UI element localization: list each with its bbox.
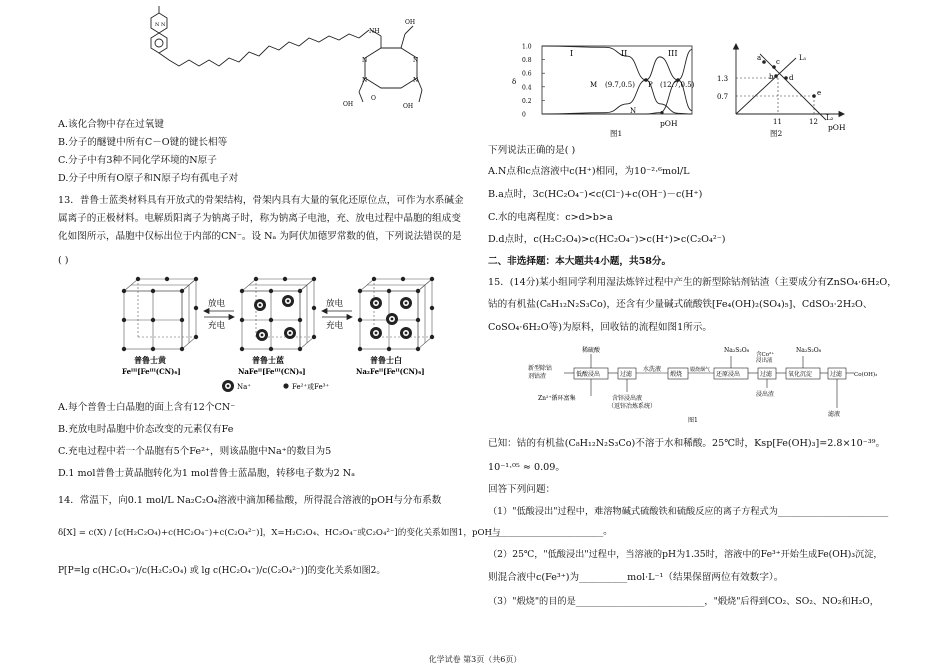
fig2-l1-label: L₁ bbox=[799, 54, 807, 62]
q14-option-d: D.d点时，c(H₂C₂O₄)>c(HC₂O₄⁻)>c(H⁺)>c(C₂O₄²⁻) bbox=[488, 234, 726, 245]
fig1-chart bbox=[510, 40, 710, 140]
sub-question-1-line-2: ________________________。 bbox=[488, 526, 613, 537]
molecule-oh-label-3: OH bbox=[403, 103, 414, 110]
svg-text:N: N bbox=[413, 77, 419, 84]
flow-zinc-return: （返锌冶炼系统） bbox=[608, 403, 657, 410]
fig1-point-p-label: P bbox=[648, 81, 653, 89]
flow-product: Co(OH)₃ bbox=[854, 372, 878, 378]
svg-text:N: N bbox=[155, 22, 160, 28]
fig1-point-m-coord: (9.7,0.5) bbox=[605, 81, 635, 89]
flow-top-acid: 稀硫酸 bbox=[582, 347, 601, 354]
molecule-structure bbox=[133, 0, 423, 112]
answer-intro: 回答下列问题： bbox=[488, 484, 556, 495]
flow-box-filter-2-label: 过滤 bbox=[760, 371, 773, 378]
q14-question: 下列说法正确的是( ) bbox=[488, 145, 576, 156]
flow-start-line-1: 新型除钴 bbox=[528, 365, 553, 372]
q12-option-a: A.该化合物中存在过氧键 bbox=[58, 119, 164, 130]
fig1-ytick-label: 0.4 bbox=[522, 84, 532, 92]
q13-option-a: A.每个普鲁士白晶胞的面上含有12个CN⁻ bbox=[58, 402, 236, 413]
fig2-point-d: d bbox=[789, 74, 794, 82]
q13-stem-line-3: 化如图所示，晶胞中仅标出位于内部的CN⁻。设 Nₐ 为阿伏加德罗常数的值，下列说法错误的是 bbox=[58, 231, 462, 242]
flow-box-calcine-label: 煅烧 bbox=[670, 371, 683, 378]
sub-question-1-line-1: （1）"低酸浸出"过程中，难溶物碱式硫酸铁和硫酸反应的离子方程式为________________________ bbox=[488, 506, 889, 517]
crystal-name-white: 普鲁士白 bbox=[370, 355, 402, 365]
flow-filtrate: 滤液 bbox=[828, 411, 841, 418]
flow-box-low-acid-label: 低酸浸出 bbox=[576, 371, 601, 378]
crystal-formula-white: Na₂Feᴵᴵ[Feᴵᴵ(CN)₆] bbox=[356, 367, 425, 376]
sub-question-3: （3）"煅烧"的目的是____________________________，"煅烧"后得到CO₂、SO₂、NO₂和H₂O， bbox=[488, 596, 879, 607]
discharge-label-1: 放电 bbox=[208, 299, 226, 309]
fig1-ytick-label: 0.6 bbox=[522, 70, 532, 78]
sub-question-2-line-2: 则混合液中c(Fe³⁺)为__________mol·L⁻¹（结果保留两位有效数字）。 bbox=[488, 572, 784, 583]
q13-option-b: B.充放电时晶胞中价态改变的元素仅有Fe bbox=[58, 424, 234, 435]
fig1-caption: 图1 bbox=[610, 129, 623, 138]
crystal-cell-white bbox=[358, 277, 434, 351]
q14-stem-line-1: 14．常温下，向0.1 mol/L Na₂C₂O₄溶液中滴加稀盐酸，所得混合溶液的pOH与分布系数 bbox=[58, 495, 442, 506]
process-flow-diagram bbox=[528, 342, 878, 426]
fig2-point-e: e bbox=[817, 89, 822, 97]
flow-box-reduce-label: 还原浸出 bbox=[716, 371, 741, 378]
svg-text:N: N bbox=[161, 22, 166, 28]
fig2-xtick-12: 12 bbox=[809, 118, 818, 126]
flow-start-line-2: 剂钴渣 bbox=[528, 373, 547, 380]
flow-zn-cycle: Zn²⁺循环富集 bbox=[538, 395, 576, 402]
fig2-point-c: c bbox=[776, 58, 780, 66]
fig1-region-ii: II bbox=[621, 49, 628, 58]
molecule-o-label: O bbox=[371, 95, 376, 102]
fig2-chart bbox=[716, 40, 856, 140]
fig2-line-l2 bbox=[760, 54, 826, 120]
fig1-ylabel: δ bbox=[512, 78, 517, 86]
q15-stem-line-1: 15．(14分)某小组同学利用湿法炼锌过程中产生的新型除钴剂钴渣（主要成分有ZnSO₄·6H₂O， bbox=[488, 277, 897, 288]
flow-top-leach-label: 浸出液 bbox=[756, 358, 773, 364]
q14-option-a: A.N点和c点溶液中c(H⁺)相同，为10⁻²·⁶mol/L bbox=[488, 166, 690, 177]
charge-label-2: 充电 bbox=[326, 321, 344, 331]
fig1-point-m-label: M bbox=[590, 81, 598, 89]
known-line-2: 10⁻¹·⁰⁵ ≈ 0.09。 bbox=[488, 462, 565, 473]
flow-leach-residue: 浸出渣 bbox=[756, 391, 775, 398]
flow-box-oxidize-label: 氧化沉淀 bbox=[788, 371, 813, 378]
fig2-l2-label: L₂ bbox=[826, 114, 834, 122]
flow-top-co-label: 含Co²⁺ bbox=[756, 352, 775, 358]
flow-box-filter-1-label: 过滤 bbox=[620, 371, 633, 378]
fig2-xtick-11: 11 bbox=[773, 118, 782, 126]
page-footer: 化学试卷 第3页（共6页） bbox=[428, 655, 522, 664]
fig1-ytick-label: 0.8 bbox=[522, 57, 532, 65]
fig1-point-n-label: N bbox=[630, 107, 637, 115]
fig2-caption: 图2 bbox=[770, 129, 783, 138]
q15-stem-line-2: 钴的有机盐(C₈H₁₂N₂S₃Co)，还含有少量碱式硫酸铁[Fe₄(OH)₂(SO₄)₅]、CdSO₃·2H₂O、 bbox=[488, 299, 873, 310]
crystal-figure bbox=[120, 275, 450, 395]
fig2-line-l1 bbox=[736, 58, 796, 114]
q13-option-c: C.充电过程中若一个晶胞有5个Fe²⁺，则该晶胞中Na⁺的数目为5 bbox=[58, 446, 332, 457]
fig2-ytick-0-7: 0.7 bbox=[717, 93, 729, 101]
q13-answer-blank: ( ) bbox=[58, 255, 69, 266]
fig1-ytick-label: 0.2 bbox=[522, 97, 532, 105]
flow-calcine-gas-label: 锻烧烟气 bbox=[690, 367, 711, 373]
sub-question-2-line-1: （2）25℃，"低酸浸出"过程中，当溶液的pH为1.35时，溶液中的Fe³⁺开始生成Fe(OH)₃沉淀， bbox=[488, 549, 883, 560]
molecule-oh-label-1: OH bbox=[405, 19, 416, 26]
q14-stem-line-3: P[P=lg c(HC₂O₄⁻)/c(H₂C₂O₄) 或 lg c(HC₂O₄⁻)/c(C₂O₄²⁻)]的变化关系如图2。 bbox=[58, 566, 386, 576]
flow-caption: 图1 bbox=[688, 417, 698, 424]
q14-option-c: C.水的电离程度：c>d>b>a bbox=[488, 212, 613, 223]
q15-stem-line-3: CoSO₄·6H₂O等)为原料，回收钴的流程如图1所示。 bbox=[488, 322, 712, 333]
crystal-cell-yellow bbox=[122, 277, 198, 351]
fig2-point-b: b bbox=[769, 73, 774, 81]
flow-box-filter-3-label: 过滤 bbox=[830, 371, 843, 378]
molecule-n-label: N bbox=[362, 57, 368, 64]
svg-text:N: N bbox=[362, 77, 368, 84]
legend-fe-label: Fe²⁺或Fe³⁺ bbox=[292, 383, 330, 391]
legend-na-label: Na⁺ bbox=[237, 383, 251, 391]
discharge-label-2: 放电 bbox=[326, 299, 344, 309]
q12-option-c: C.分子中有3种不同化学环境的N原子 bbox=[58, 155, 217, 166]
flow-top-reagent-1: Na₂S₂O₈ bbox=[724, 347, 750, 354]
fig2-xlabel: pOH bbox=[828, 123, 846, 132]
crystal-cell-blue bbox=[240, 277, 316, 351]
fig1-ytick-label: 1.0 bbox=[522, 43, 532, 51]
charge-label-1: 充电 bbox=[208, 321, 226, 331]
fig1-point-p-coord: (12.7,0.5) bbox=[660, 81, 695, 89]
crystal-name-yellow: 普鲁士黄 bbox=[134, 355, 166, 365]
section-title: 二、非选择题：本大题共4小题，共58分。 bbox=[488, 256, 672, 267]
legend-fe-dot bbox=[283, 383, 288, 388]
fig1-region-i: I bbox=[570, 49, 574, 58]
molecule-oh-label-2: OH bbox=[343, 101, 354, 108]
fig1-region-iii: III bbox=[668, 49, 678, 58]
crystal-name-blue: 普鲁士蓝 bbox=[252, 355, 284, 365]
fig1-point-n bbox=[660, 111, 663, 114]
fig2-ytick-1-3: 1.3 bbox=[717, 75, 729, 83]
q12-option-d: D.分子中所有O原子和N原子均有孤电子对 bbox=[58, 173, 239, 184]
q12-option-b: B.分子的醚键中所有C－O键的键长相等 bbox=[58, 137, 228, 148]
svg-text:N: N bbox=[413, 57, 419, 64]
molecule-nh-label: NH bbox=[369, 28, 380, 35]
crystal-formula-yellow: Feᴵᴵᴵ[Feᴵᴵᴵ(CN)₆] bbox=[122, 367, 181, 376]
q13-stem-line-2: 属离子的正极材料。电解质阳离子为钠离子时，称为钠离子电池，充、放电过程中晶胞的组成变 bbox=[58, 213, 461, 224]
q14-stem-line-2: δ[X] = c(X) / [c(H₂C₂O₄)+c(HC₂O₄⁻)+c(C₂O₄²⁻)]，X=H₂C₂O₄、HC₂O₄⁻或C₂O₄²⁻]的变化关系如图1，pOH与 bbox=[58, 528, 501, 538]
q13-stem-line-1: 13．普鲁士蓝类材料具有开放式的骨架结构，骨架内具有大量的氧化还原位点，可作为水系碱金 bbox=[58, 195, 464, 206]
fig2-point-a: a bbox=[757, 54, 762, 62]
known-line-1: 已知：钴的有机盐(C₈H₁₂N₂S₃Co)不溶于水和稀酸。25℃时，Ksp[Fe(OH)₃]=2.8×10⁻³⁹。 bbox=[488, 438, 886, 449]
flow-zinc-leachate: 含锌浸出液 bbox=[612, 395, 643, 402]
flow-top-reagent-2: Na₂S₂O₈ bbox=[796, 347, 822, 354]
q14-option-b: B.a点时，3c(HC₂O₄⁻)<c(Cl⁻)+c(OH⁻)－c(H⁺) bbox=[488, 189, 703, 200]
q13-option-d: D.1 mol普鲁士黄晶胞转化为1 mol普鲁士蓝晶胞，转移电子数为2 Nₐ bbox=[58, 468, 355, 479]
fig1-ytick-label: 0 bbox=[522, 111, 526, 119]
fig1-xlabel: pOH bbox=[660, 119, 678, 128]
crystal-formula-blue: NaFeᴵᴵ[Feᴵᴵᴵ(CN)₆] bbox=[238, 367, 306, 376]
flow-wash-label: 水洗液 bbox=[643, 366, 662, 373]
